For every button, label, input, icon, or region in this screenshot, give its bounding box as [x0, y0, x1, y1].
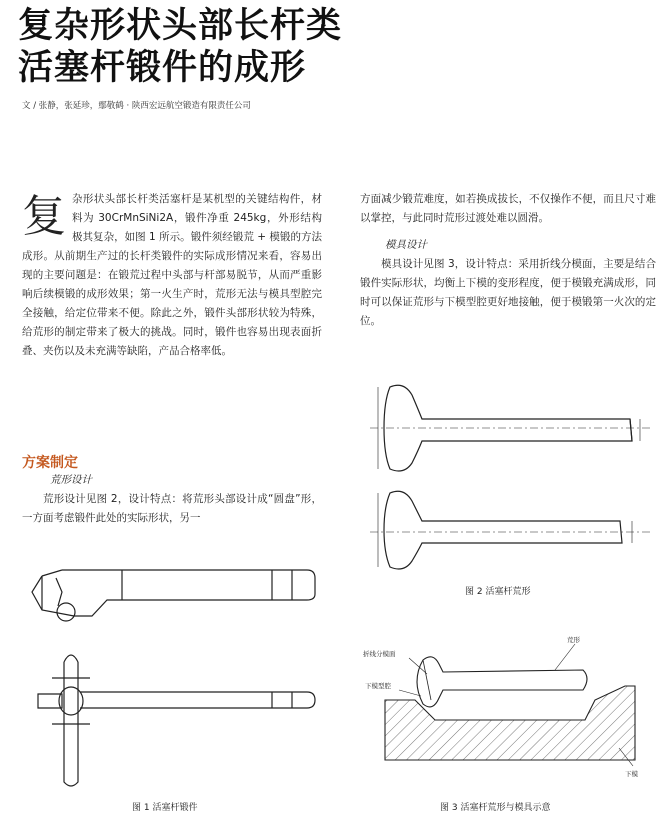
author-byline: 文 / 张静，张延珍，鄢敬鹤 · 陕西宏远航空锻造有限责任公司	[22, 101, 251, 111]
figure-3-caption: 图 3 活塞杆荒形与模具示意	[440, 803, 551, 813]
lower-die-cavity-label: 下模型腔	[365, 682, 391, 690]
drop-cap: 复	[22, 191, 66, 242]
section-heading-plan: 方案制定	[22, 455, 78, 471]
intro-paragraph	[22, 190, 322, 361]
figure-1-caption: 图 1 活塞杆锻件	[132, 803, 198, 813]
blank-design-paragraph: 荒形设计见图 2，设计特点：将荒形头部设计成“圆盘”形，一方面考虑锻件此处的实际形状，另一	[22, 493, 322, 524]
subsection-die-design: 模具设计	[385, 239, 427, 251]
article-title-line1: 复杂形状头部长杆类	[18, 6, 343, 46]
figure-2-caption: 图 2 活塞杆荒形	[465, 587, 531, 597]
figure-1-forging-drawing	[22, 552, 322, 792]
subsection-blank-design: 荒形设计	[50, 474, 92, 486]
article-title-line2: 活塞杆锻件的成形	[18, 48, 307, 88]
lower-die-label: 下模	[625, 770, 638, 778]
continuation-paragraph: 方面减少锻荒难度，如若换成拔长，不仅操作不便，而且尺寸难以掌控，与此同时荒形过渡处难以圆滑。	[360, 193, 656, 224]
figure-2-blank-drawing	[360, 375, 660, 575]
parting-line-label: 折线分模面	[363, 650, 396, 658]
intro-text: 杂形状头部长杆类活塞杆是某机型的关键结构件，材料为 30CrMnSiNi2A，锻件净重 245kg，外形结构极其复杂，如图 1 所示。锻件须经锻荒 + 模锻的方法成形。从前期生产过的长杆类锻件的实际成形情况来看，容易出现的主要问题是：在锻荒过程中头部与杆部易脱节，从而严重影响后续模锻的成形效果；第一火生产时，荒形无法与模具型腔完全接触，给定位带来不便。除此之外，锻件头部形状较为特殊，给荒形的制定带来了极大的挑战。同时，锻件也容易出现表面折叠、夹伤以及未充满等缺陷，产品合格率低。	[22, 193, 322, 357]
figure-3-die-drawing	[355, 630, 660, 790]
die-design-paragraph: 模具设计见图 3，设计特点：采用折线分模面，主要是结合锻件实际形状，均衡上下模的变形程度，便于模锻充满成形，同时可以保证荒形与下模型腔更好地接触，便于模锻第一火次的定位。	[360, 258, 656, 327]
blank-label: 荒形	[567, 636, 580, 644]
